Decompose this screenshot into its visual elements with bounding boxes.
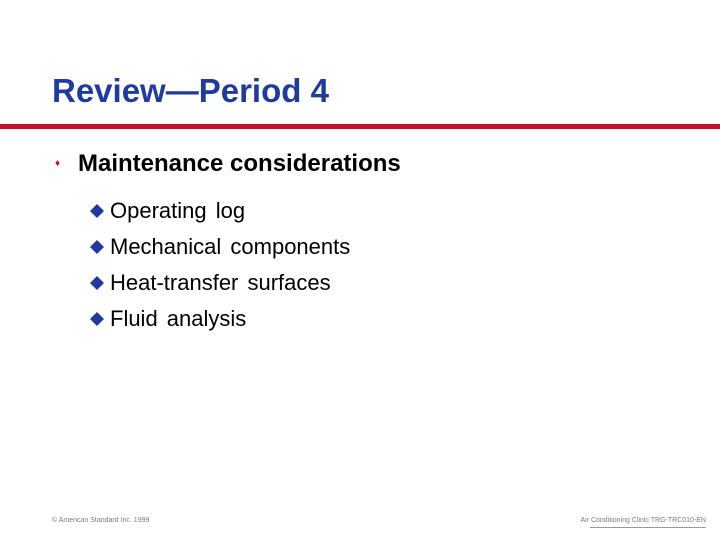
sub-bullet-item <box>90 229 350 265</box>
diamond-bullet-icon <box>90 276 104 290</box>
main-bullet <box>55 152 401 176</box>
footer-copyright: © American Standard Inc. 1999 <box>52 517 150 524</box>
sub-bullet-text: Heat-transfer surfaces <box>110 270 331 295</box>
title-divider <box>0 124 720 129</box>
sub-bullet-text: Mechanical components <box>110 234 351 259</box>
diamond-bullet-icon <box>90 312 104 326</box>
sub-bullet-list <box>90 193 350 337</box>
slide-title: Review—Period 4 <box>52 72 329 109</box>
footer-course-id: Air Conditioning Clinic TRG-TRC010-EN <box>580 517 706 524</box>
main-bullet-text: Maintenance considerations <box>78 150 401 177</box>
sub-bullet-text: Fluid analysis <box>110 306 247 331</box>
diamond-bullet-icon <box>90 204 104 218</box>
footer-underline <box>590 527 706 528</box>
sub-bullet-item <box>90 193 350 229</box>
sub-bullet-item <box>90 265 350 301</box>
diamond-bullet-icon <box>90 240 104 254</box>
sub-bullet-text: Operating log <box>110 198 246 223</box>
small-diamond-bullet-icon: ♦ <box>55 158 61 169</box>
sub-bullet-item <box>90 301 350 337</box>
